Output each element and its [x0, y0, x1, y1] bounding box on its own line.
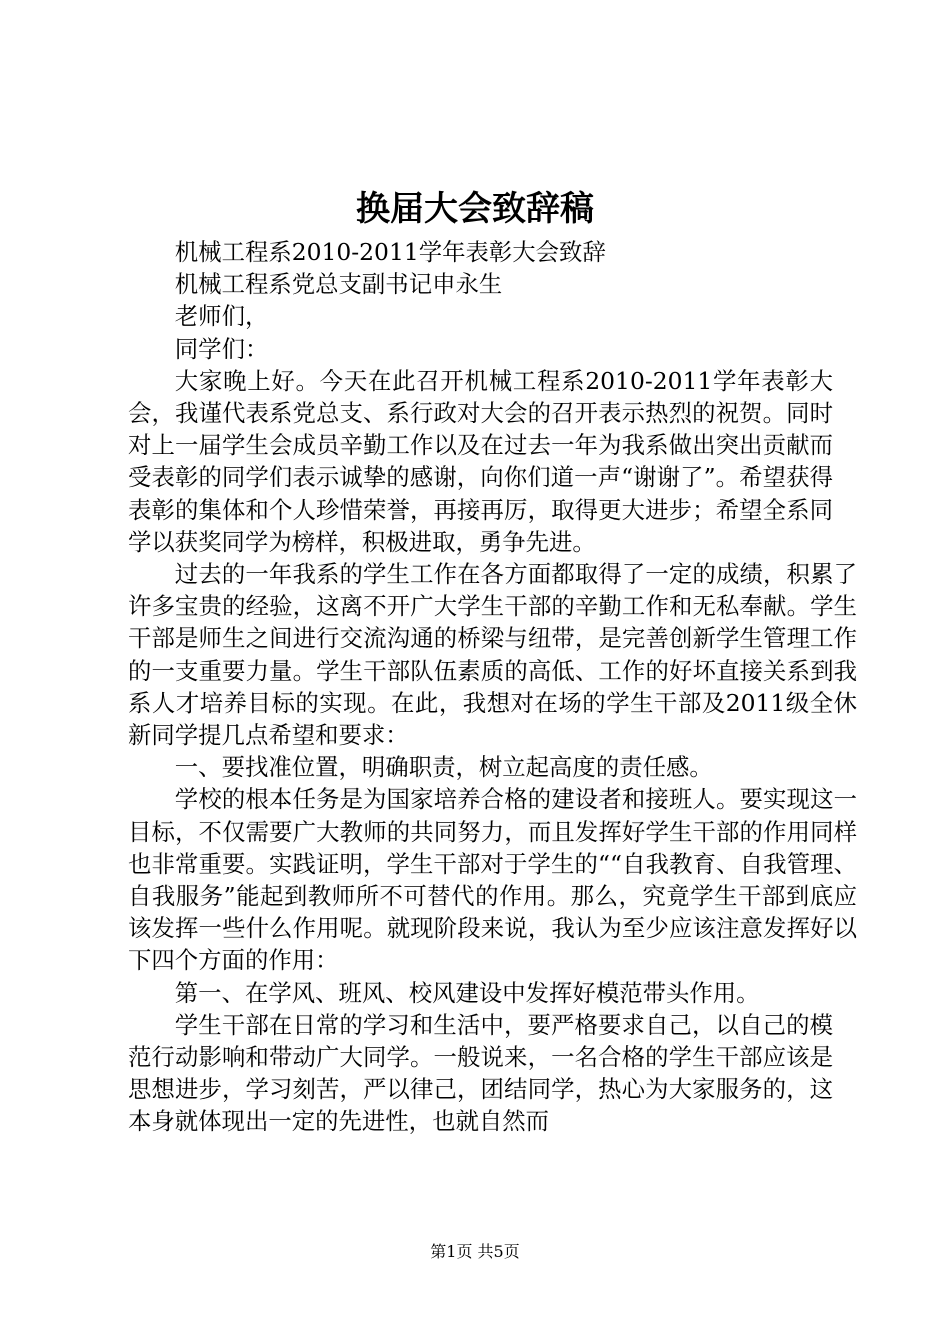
- paragraph-heading: 第一、在学风、班风、校风建设中发挥好模范带头作用。: [174, 978, 760, 1007]
- page-footer: 第1页 共5页: [430, 1242, 520, 1261]
- paragraph-body: 大家晚上好。今天在此召开机械工程系2010-2011学年表彰大会，我谨代表系党总支、系行政对大会的召开表示热烈的祝贺。同时对上一届学生会成员辛勤工作以及在过去一年为我系做出突出贡献而受表彰的同学们表示诚挚的感谢，向你们道一声“谢谢了”。希望获得表彰的集体和个人珍惜荣誉，再接再厉，取得更大进步；希望全系同学以获奖同学为榜样，积极进取，勇争先进。: [128, 366, 833, 556]
- page-title: 换届大会致辞稿: [356, 189, 594, 229]
- paragraph-salutation-students: 同学们：: [174, 334, 269, 363]
- document-body: [128, 236, 857, 1138]
- paragraph-salutation-teachers: 老师们，: [174, 302, 269, 331]
- paragraph-author: 机械工程系党总支副书记申永生: [174, 270, 503, 299]
- paragraph-heading: 一、要找准位置，明确职责，树立起高度的责任感。: [174, 753, 713, 782]
- paragraph-subtitle: 机械工程系2010-2011学年表彰大会致辞: [174, 238, 606, 266]
- paragraph-body: 过去的一年我系的学生工作在各方面都取得了一定的成绩，积累了许多宝贵的经验，这离不开广大学生干部的辛勤工作和无私奉献。学生干部是师生之间进行交流沟通的桥梁与纽带，是完善创新学生管理工作的一支重要力量。学生干部队伍素质的高低、工作的好坏直接关系到我系人才培养目标的实现。在此，我想对在场的学生干部及2011级全休新同学提几点希望和要求：: [128, 560, 857, 750]
- paragraph-body: 学生干部在日常的学习和生活中，要严格要求自己，以自己的模范行动影响和带动广大同学。一般说来，一名合格的学生干部应该是思想进步，学习刻苦，严以律己，团结同学，热心为大家服务的，这本身就体现出一定的先进性，也就自然而: [128, 1010, 833, 1136]
- paragraph-body: 学校的根本任务是为国家培养合格的建设者和接班人。要实现这一目标，不仅需要广大教师的共同努力，而且发挥好学生干部的作用同样也非常重要。实践证明，学生干部对于学生的““自我教育、自我管理、自我服务”能起到教师所不可替代的作用。那么，究竟学生干部到底应该发挥一些什么作用呢。就现阶段来说，我认为至少应该注意发挥好以下四个方面的作用：: [128, 785, 857, 975]
